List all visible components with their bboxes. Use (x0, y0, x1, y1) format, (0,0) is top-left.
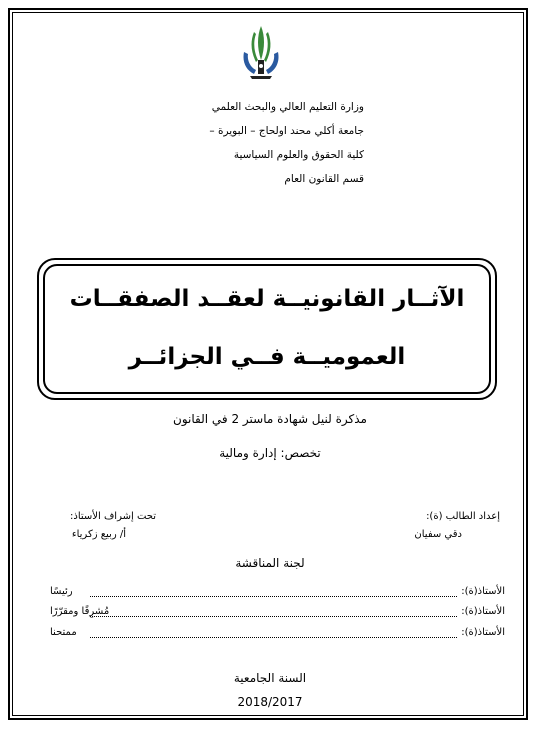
committee-member-row (50, 586, 505, 602)
committee-member-row (50, 606, 505, 622)
ministry-name: وزارة التعليم العالي والبحث العلمي (211, 101, 364, 113)
faculty-name: كلية الحقوق والعلوم السياسية (233, 149, 364, 161)
department-name: قسم القانون العام (284, 173, 364, 185)
dotted-line (90, 616, 457, 617)
university-logo-icon (236, 22, 286, 80)
student-label: إعداد الطالب (ة): (426, 511, 500, 522)
academic-year-value: 2018/2017 (237, 695, 303, 709)
committee-member-label: الأستاذ(ة): (461, 606, 505, 617)
thesis-title-line-2: العموميــة فــي الجزائــر (128, 344, 406, 370)
supervisor-name: أ/ ربيع زكرياء (71, 529, 126, 540)
committee-title: لجنة المناقشة (235, 556, 305, 570)
student-name: دقي سفيان (414, 529, 462, 540)
title-frame-inner (43, 264, 491, 394)
committee-member-label: الأستاذ(ة): (461, 586, 505, 597)
supervisor-label: تحت إشراف الأستاذ: (70, 511, 156, 522)
academic-year-label: السنة الجامعية (233, 671, 307, 685)
dotted-line (90, 596, 457, 597)
committee-member-role: مُشرِفًا ومقرّرًا (50, 606, 110, 617)
thesis-degree: مذكرة لنيل شهادة ماستر 2 في القانون (173, 412, 367, 426)
committee-member-role: ممتحنا (50, 627, 77, 638)
institution-header (209, 95, 364, 191)
committee-member-row (50, 627, 505, 643)
university-name: جامعة أكلي محند اولحاج – البويرة – (209, 125, 364, 137)
committee-member-role: رئيسًا (50, 586, 73, 597)
committee-member-label: الأستاذ(ة): (461, 627, 505, 638)
dotted-line (90, 637, 457, 638)
thesis-title-line-1: الآثــار القانونيــة لعقــد الصفقــات (69, 286, 465, 312)
thesis-specialty: تخصص: إدارة ومالية (219, 446, 321, 460)
